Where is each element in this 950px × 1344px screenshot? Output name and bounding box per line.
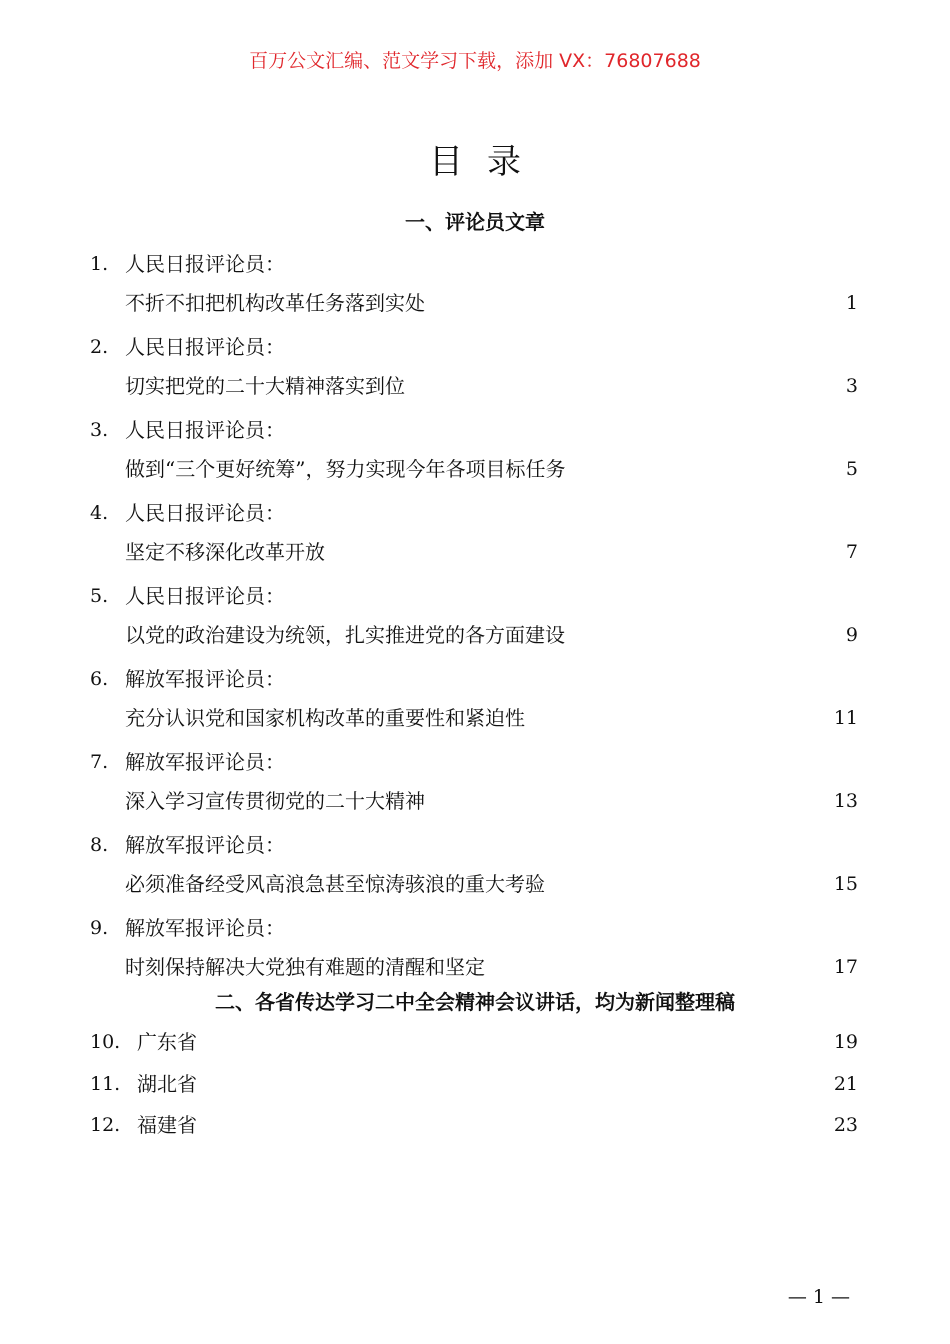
toc-entry-page: 5 (845, 458, 858, 480)
toc-entry-page: 15 (833, 873, 858, 895)
toc-entry-title: 做到“三个更好统筹”，努力实现今年各项目标任务 (125, 457, 566, 481)
toc-entry-number: 12. (90, 1114, 121, 1136)
toc-entry-source: 解放军报评论员： (125, 750, 285, 774)
toc-entry-number: 3. (90, 419, 109, 441)
toc-entry-page: 9 (845, 624, 858, 646)
toc-entry-source: 人民日报评论员： (125, 584, 285, 608)
toc-entry-source: 人民日报评论员： (125, 252, 285, 276)
toc-entry-title: 坚定不移深化改革开放 (125, 540, 325, 564)
toc-entry-source: 解放军报评论员： (125, 833, 285, 857)
toc-entry-title: 切实把党的二十大精神落实到位 (125, 374, 405, 398)
page-number: — 1 — (787, 1286, 850, 1308)
toc-entry-title: 必须准备经受风高浪急甚至惊涛骇浪的重大考验 (125, 872, 545, 896)
toc-entry-title: 充分认识党和国家机构改革的重要性和紧迫性 (125, 706, 525, 730)
toc-entry-page: 23 (833, 1114, 858, 1136)
toc-entry-number: 1. (90, 253, 109, 275)
toc-entry-page: 7 (845, 541, 858, 563)
toc-entry-number: 2. (90, 336, 109, 358)
toc-entry-title: 不折不扣把机构改革任务落到实处 (125, 291, 425, 315)
toc-entry-title: 湖北省 (137, 1071, 197, 1096)
toc-entry-number: 8. (90, 834, 109, 856)
toc-entry-page: 3 (845, 375, 858, 397)
toc-entry-title: 福建省 (137, 1113, 197, 1137)
toc-entry-number: 6. (90, 668, 109, 690)
toc-entry-title: 广东省 (137, 1030, 197, 1054)
toc-entry-page: 1 (845, 292, 858, 314)
toc-entry-number: 4. (90, 502, 109, 524)
toc-entry-page: 17 (833, 956, 858, 978)
section-heading: 一、评论员文章 (405, 210, 545, 234)
toc-entry-number: 5. (90, 585, 109, 607)
toc-entry-title: 以党的政治建设为统领，扎实推进党的各方面建设 (125, 623, 565, 647)
toc-entry-title: 时刻保持解决大党独有难题的清醒和坚定 (125, 955, 485, 979)
toc-entry-source: 人民日报评论员： (125, 418, 285, 442)
toc-entry-page: 11 (833, 707, 858, 729)
toc-entry-number: 7. (90, 751, 109, 773)
toc-entry-page: 21 (833, 1072, 858, 1095)
toc-entry-number: 9. (90, 917, 109, 939)
toc-entry-title: 深入学习宣传贯彻党的二十大精神 (125, 789, 425, 813)
page-title: 目录 (429, 142, 545, 182)
watermark-banner: 百万公文汇编、范文学习下载，添加 VX：76807688 (249, 50, 701, 72)
toc-entry-source: 解放军报评论员： (125, 667, 285, 691)
toc-entry-page: 19 (833, 1031, 858, 1053)
toc-entry-source: 人民日报评论员： (125, 335, 285, 359)
toc-entry-number: 10. (90, 1031, 121, 1053)
toc-entry-number: 11. (90, 1072, 121, 1095)
toc-entry-source: 人民日报评论员： (125, 501, 285, 525)
section-heading: 二、各省传达学习二中全会精神会议讲话，均为新闻整理稿 (215, 990, 735, 1014)
toc-entry-page: 13 (833, 790, 858, 812)
toc-entry-source: 解放军报评论员： (125, 916, 285, 940)
